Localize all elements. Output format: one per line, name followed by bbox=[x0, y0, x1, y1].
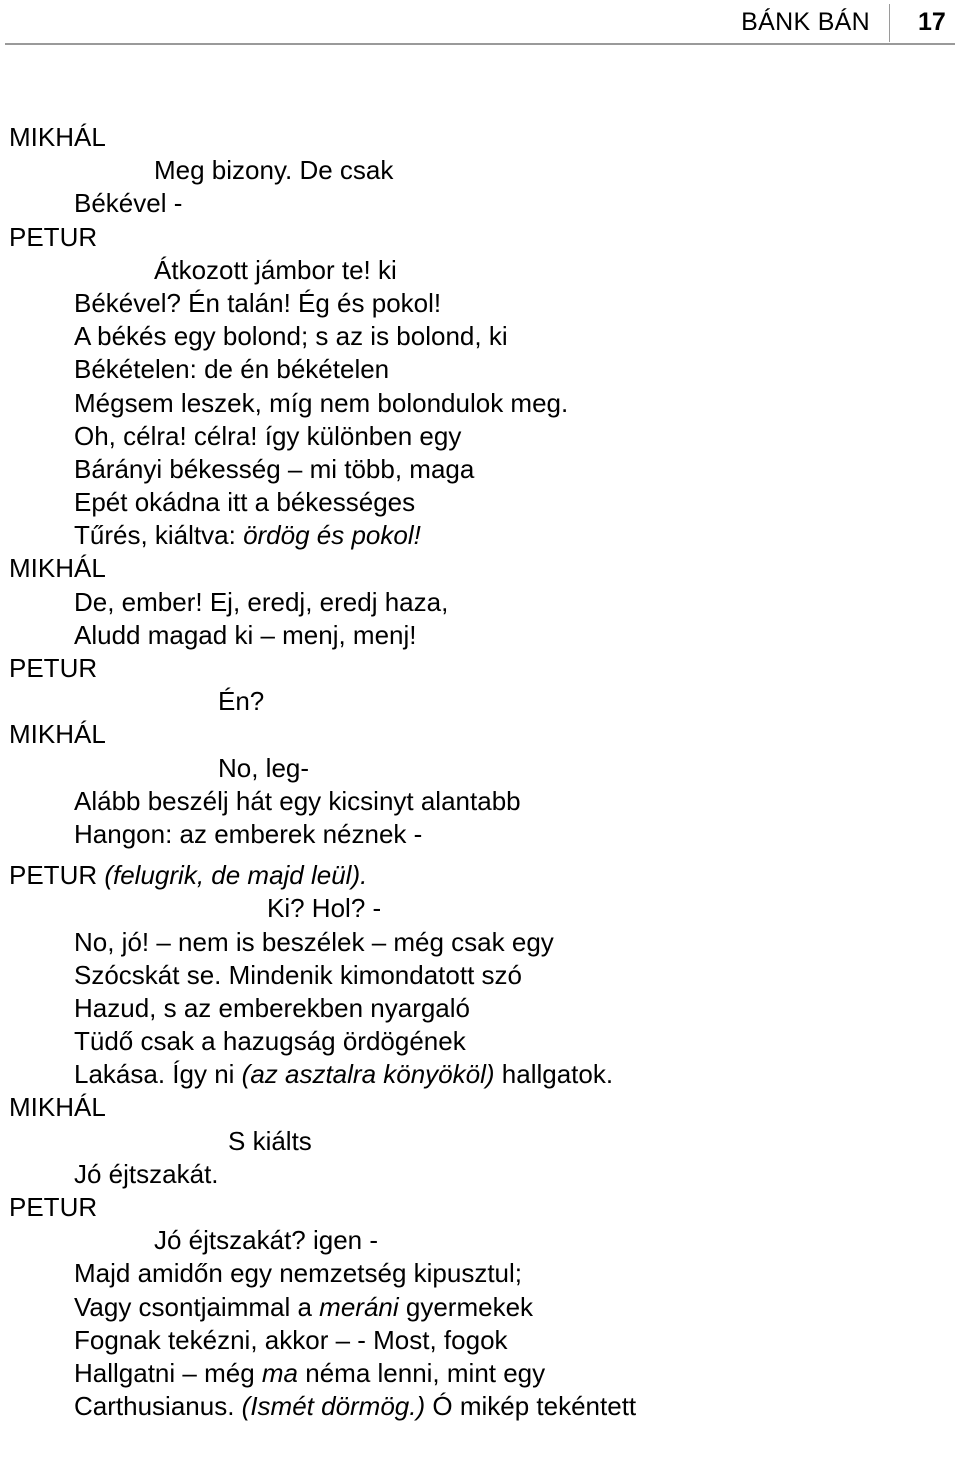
text-segment: Szócskát se. Mindenik kimondatott szó bbox=[74, 959, 522, 990]
running-title: BÁNK BÁN bbox=[741, 8, 870, 36]
speaker-name bbox=[0, 859, 960, 892]
text-segment: Tüdő csak a hazugság ördögének bbox=[74, 1026, 466, 1057]
verse-line bbox=[0, 1357, 960, 1390]
page-header bbox=[0, 0, 960, 44]
verse-line bbox=[0, 154, 960, 187]
verse-line bbox=[0, 1324, 960, 1357]
text-segment: Jó éjtszakát. bbox=[74, 1158, 219, 1189]
play-text bbox=[0, 121, 960, 1423]
verse-line bbox=[0, 619, 960, 652]
verse-line bbox=[0, 1058, 960, 1091]
text-segment: Mégsem leszek, míg nem bolondulok meg. bbox=[74, 387, 569, 418]
verse-line bbox=[0, 486, 960, 519]
line-gap bbox=[0, 851, 960, 859]
verse-line bbox=[0, 785, 960, 818]
page-number: 17 bbox=[918, 8, 946, 36]
verse-line bbox=[0, 1390, 960, 1423]
stage-direction: (Ismét dörmög.) bbox=[241, 1391, 426, 1422]
verse-line bbox=[0, 1125, 960, 1158]
text-segment: MIKHÁL bbox=[9, 719, 106, 750]
verse-line bbox=[0, 892, 960, 925]
text-segment: néma lenni, mint egy bbox=[298, 1357, 546, 1388]
stage-direction: (az asztalra könyököl) bbox=[241, 1059, 495, 1090]
header-rule bbox=[5, 43, 955, 45]
verse-line bbox=[0, 1158, 960, 1191]
stage-direction: meráni bbox=[319, 1291, 399, 1322]
text-segment: Majd amidőn egy nemzetség kipusztul; bbox=[74, 1258, 523, 1289]
verse-line bbox=[0, 387, 960, 420]
verse-line bbox=[0, 926, 960, 959]
verse-line bbox=[0, 1291, 960, 1324]
text-segment: Békével - bbox=[74, 188, 183, 219]
text-segment: Hazud, s az emberekben nyargaló bbox=[74, 992, 471, 1023]
text-segment: PETUR bbox=[9, 221, 98, 252]
text-segment: Hallgatni – még bbox=[74, 1357, 262, 1388]
text-segment: Bárányi békesség – mi több, maga bbox=[74, 453, 475, 484]
text-segment: Jó éjtszakát? igen - bbox=[154, 1225, 379, 1256]
verse-line bbox=[0, 453, 960, 486]
text-segment: Hangon: az emberek néznek - bbox=[74, 818, 423, 849]
speaker-name bbox=[0, 121, 960, 154]
verse-line bbox=[0, 320, 960, 353]
verse-line bbox=[0, 254, 960, 287]
text-segment: Én? bbox=[218, 686, 265, 717]
text-segment: PETUR bbox=[9, 1192, 98, 1222]
verse-line bbox=[0, 586, 960, 619]
text-segment: MIKHÁL bbox=[9, 553, 106, 584]
verse-line bbox=[0, 1224, 960, 1257]
text-segment: Fognak tekézni, akkor – - Most, fogok bbox=[74, 1324, 508, 1355]
verse-line bbox=[0, 519, 960, 552]
text-segment: Békével? Én talán! Ég és pokol! bbox=[74, 287, 442, 318]
text-segment: gyermekek bbox=[398, 1291, 534, 1322]
text-segment: Ó mikép tekéntett bbox=[425, 1391, 637, 1422]
speaker-name bbox=[0, 552, 960, 585]
text-segment: Meg bizony. De csak bbox=[154, 155, 394, 186]
text-segment: Ki? Hol? - bbox=[267, 893, 382, 924]
text-segment: Aludd magad ki – menj, menj! bbox=[74, 619, 417, 650]
text-segment: Békételen: de én békételen bbox=[74, 354, 390, 385]
verse-line bbox=[0, 685, 960, 718]
stage-direction: ma bbox=[261, 1357, 299, 1388]
text-segment: PETUR bbox=[9, 860, 105, 891]
stage-direction: ördög és pokol! bbox=[243, 520, 421, 551]
text-segment: Lakása. Így ni bbox=[74, 1059, 242, 1090]
header-separator bbox=[889, 4, 890, 42]
verse-line bbox=[0, 1257, 960, 1290]
text-segment: No, jó! – nem is beszélek – még csak egy bbox=[74, 926, 554, 957]
speaker-name bbox=[0, 718, 960, 751]
verse-line bbox=[0, 992, 960, 1025]
text-segment: MIKHÁL bbox=[9, 122, 106, 152]
text-segment: Oh, célra! célra! így különben egy bbox=[74, 420, 462, 451]
text-segment: Alább beszélj hát egy kicsinyt alantabb bbox=[74, 785, 521, 816]
text-segment: A békés egy bolond; s az is bolond, ki bbox=[74, 321, 508, 352]
text-segment: hallgatok. bbox=[494, 1059, 614, 1090]
text-segment: PETUR bbox=[9, 653, 98, 683]
speaker-name bbox=[0, 221, 960, 254]
verse-line bbox=[0, 959, 960, 992]
verse-line bbox=[0, 818, 960, 851]
text-segment: Tűrés, kiáltva: bbox=[74, 520, 244, 551]
text-segment: De, ember! Ej, eredj, eredj haza, bbox=[74, 586, 449, 617]
text-segment: Carthusianus. bbox=[74, 1391, 242, 1422]
verse-line bbox=[0, 752, 960, 785]
text-segment: Epét okádna itt a békességes bbox=[74, 487, 416, 518]
stage-direction: (felugrik, de majd leül). bbox=[104, 860, 368, 891]
text-segment: No, leg- bbox=[218, 752, 310, 783]
text-segment: Vagy csontjaimmal a bbox=[74, 1291, 320, 1322]
text-segment: S kiálts bbox=[228, 1125, 312, 1156]
verse-line bbox=[0, 287, 960, 320]
verse-line bbox=[0, 1025, 960, 1058]
verse-line bbox=[0, 187, 960, 220]
verse-line bbox=[0, 420, 960, 453]
speaker-name bbox=[0, 1091, 960, 1124]
text-segment: MIKHÁL bbox=[9, 1092, 106, 1123]
verse-line bbox=[0, 353, 960, 386]
speaker-name bbox=[0, 652, 960, 685]
text-segment: Átkozott jámbor te! ki bbox=[154, 254, 397, 285]
speaker-name bbox=[0, 1191, 960, 1224]
